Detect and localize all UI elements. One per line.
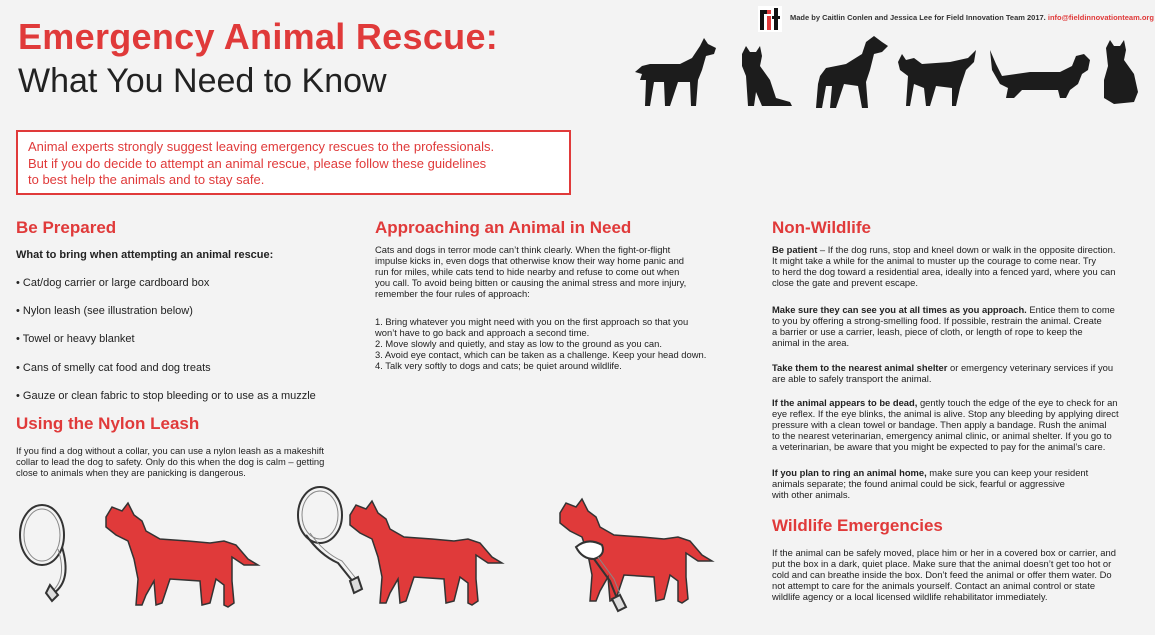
text-line: close to animals when they are panicking is dangerous. <box>16 467 246 478</box>
text-line: a barrier or use a carrier, leash, piece of cloth, or length of rope to keep the <box>772 326 1083 337</box>
non-wildlife-p1 <box>772 244 1115 288</box>
text-line: to herd the dog toward a residential area, ideally into a fenced yard, where you can <box>772 266 1116 277</box>
rule-line: 4. Talk very softly to dogs and cats; be quiet around wildlife. <box>375 360 622 371</box>
be-prepared-heading: Be Prepared <box>16 218 117 237</box>
red-dog-icon <box>350 501 502 605</box>
text-line: remember the four rules of approach: <box>375 288 530 299</box>
red-dog-icon <box>106 503 258 607</box>
non-wildlife-p5 <box>772 467 1088 500</box>
text-line: you call. To avoid being bitten or causing the animal stress and more injury, <box>375 277 687 288</box>
text-line: It might take a while for the animal to muster up the courage to come near. Try <box>772 255 1097 266</box>
text-line: eye reflex. If the eye blinks, the animal is alive. Stop any bleeding by applying direct <box>772 408 1119 419</box>
rule-line: won’t have to go back and approach a second time. <box>375 327 590 338</box>
leash-icon <box>298 487 362 593</box>
text-line: with other animals. <box>772 489 851 500</box>
text-line: animal in the area. <box>772 337 850 348</box>
dog-silhouette-icon <box>816 36 888 108</box>
nylon-leash-text <box>16 445 324 478</box>
intro-line: Animal experts strongly suggest leaving emergency rescues to the professionals. <box>28 139 495 154</box>
cat-silhouette-icon <box>898 50 976 106</box>
text-line: make sure you can keep your resident <box>926 467 1089 478</box>
text-line: animals separate; the found animal could be sick, fearful or aggressive <box>772 478 1065 489</box>
approach-rules <box>375 316 706 371</box>
non-wildlife-heading: Non-Wildlife <box>772 218 871 237</box>
list-item: • Gauze or clean fabric to stop bleeding or to use as a muzzle <box>16 390 316 402</box>
animal-silhouettes <box>630 36 1145 112</box>
fit-logo-icon <box>758 6 782 32</box>
rule-line: 2. Move slowly and quietly, and stay as low to the ground as you can. <box>375 338 662 349</box>
text-line: collar to lead the dog to safety. Only do this when the dog is calm – getting <box>16 456 325 467</box>
text-line: gently touch the edge of the eye to check for an <box>917 397 1118 408</box>
text-line: cold and can breathe inside the box. Don’t feed the animal or offer them water. Do <box>772 569 1112 580</box>
wildlife-text <box>772 547 1116 602</box>
rule-line: 1. Bring whatever you might need with you on the first approach so that you <box>375 316 689 327</box>
dog-silhouette-icon <box>635 38 716 106</box>
non-wildlife-p4 <box>772 397 1119 452</box>
text-line: impulse kicks in, even dogs that otherwise know their way home panic and <box>375 255 685 266</box>
text-line: If the animal can be safely moved, place him or her in a covered box or carrier, and <box>772 547 1116 558</box>
bold-lead: Take them to the nearest animal shelter <box>772 362 948 373</box>
dog-silhouette-icon <box>990 50 1090 98</box>
text-line: to the nearest veterinarian, emergency animal clinic, or animal shelter. If you go to <box>772 430 1112 441</box>
text-line: pressure with a clean towel or bandage. Then apply a bandage. Rush the animal <box>772 419 1107 430</box>
text-line: wildlife agency or a local licensed wildlife rehabilitator immediately. <box>772 591 1048 602</box>
non-wildlife-p3 <box>772 362 1113 384</box>
list-item: • Nylon leash (see illustration below) <box>16 305 193 317</box>
approaching-heading: Approaching an Animal in Need <box>375 218 632 237</box>
rule-line: 3. Avoid eye contact, which can be taken as a challenge. Keep your head down. <box>375 349 707 360</box>
wildlife-heading: Wildlife Emergencies <box>772 516 943 535</box>
intro-line: to best help the animals and to stay safe. <box>28 172 265 187</box>
leash-icon <box>20 505 66 601</box>
list-item: • Towel or heavy blanket <box>16 333 135 345</box>
credit-line <box>790 13 1154 22</box>
leash-illustration <box>10 485 730 625</box>
cat-silhouette-icon <box>1104 40 1138 104</box>
text-line: If you find a dog without a collar, you can use a nylon leash as a makeshift <box>16 445 324 456</box>
bold-lead: Be patient <box>772 244 818 255</box>
bold-lead: If you plan to ring an animal home, <box>772 467 927 478</box>
approaching-text <box>375 244 686 299</box>
text-line: or emergency veterinary services if you <box>947 362 1114 373</box>
intro-line: But if you do decide to attempt an animal rescue, please follow these guidelines <box>28 155 487 171</box>
text-line: close the gate and prevent escape. <box>772 277 918 288</box>
non-wildlife-p2 <box>772 304 1115 348</box>
be-prepared-intro: What to bring when attempting an animal rescue: <box>16 249 274 261</box>
text-line: to you by offering a strong-smelling food. If possible, restrain the animal. Create <box>772 315 1102 326</box>
text-line: Entice them to come <box>1026 304 1115 315</box>
page-subtitle: What You Need to Know <box>18 62 387 100</box>
text-line: not attempt to care for the animals yourself. Contact an animal control or state <box>772 580 1096 591</box>
list-item: • Cans of smelly cat food and dog treats <box>16 362 211 374</box>
text-line: Cats and dogs in terror mode can’t think clearly. When the fight-or-flight <box>375 244 671 255</box>
text-line: run for miles, while cats tend to hide nearby and refuse to come out when <box>375 266 680 277</box>
text-line: are able to safely transport the animal. <box>772 373 932 384</box>
intro-callout <box>16 130 571 195</box>
text-line: – If the dog runs, stop and kneel down or walk in the opposite direction. <box>817 244 1116 255</box>
credit-email[interactable]: info@fieldinnovationteam.org <box>1047 13 1154 22</box>
page-title: Emergency Animal Rescue: <box>18 16 499 57</box>
cat-silhouette-icon <box>742 46 792 106</box>
list-item: • Cat/dog carrier or large cardboard box <box>16 277 210 289</box>
text-line: put the box in a dark, quiet place. Make sure that the animal doesn’t get too hot or <box>772 558 1112 569</box>
nylon-leash-heading: Using the Nylon Leash <box>16 414 200 433</box>
bold-lead: Make sure they can see you at all times as you approach. <box>772 304 1027 315</box>
credit-text: Made by Caitlin Conlen and Jessica Lee for Field Innovation Team 2017. <box>790 13 1046 22</box>
bold-lead: If the animal appears to be dead, <box>772 397 918 408</box>
text-line: a veterinarian, be aware that you might be expected to pay for the animal’s care. <box>772 441 1106 452</box>
